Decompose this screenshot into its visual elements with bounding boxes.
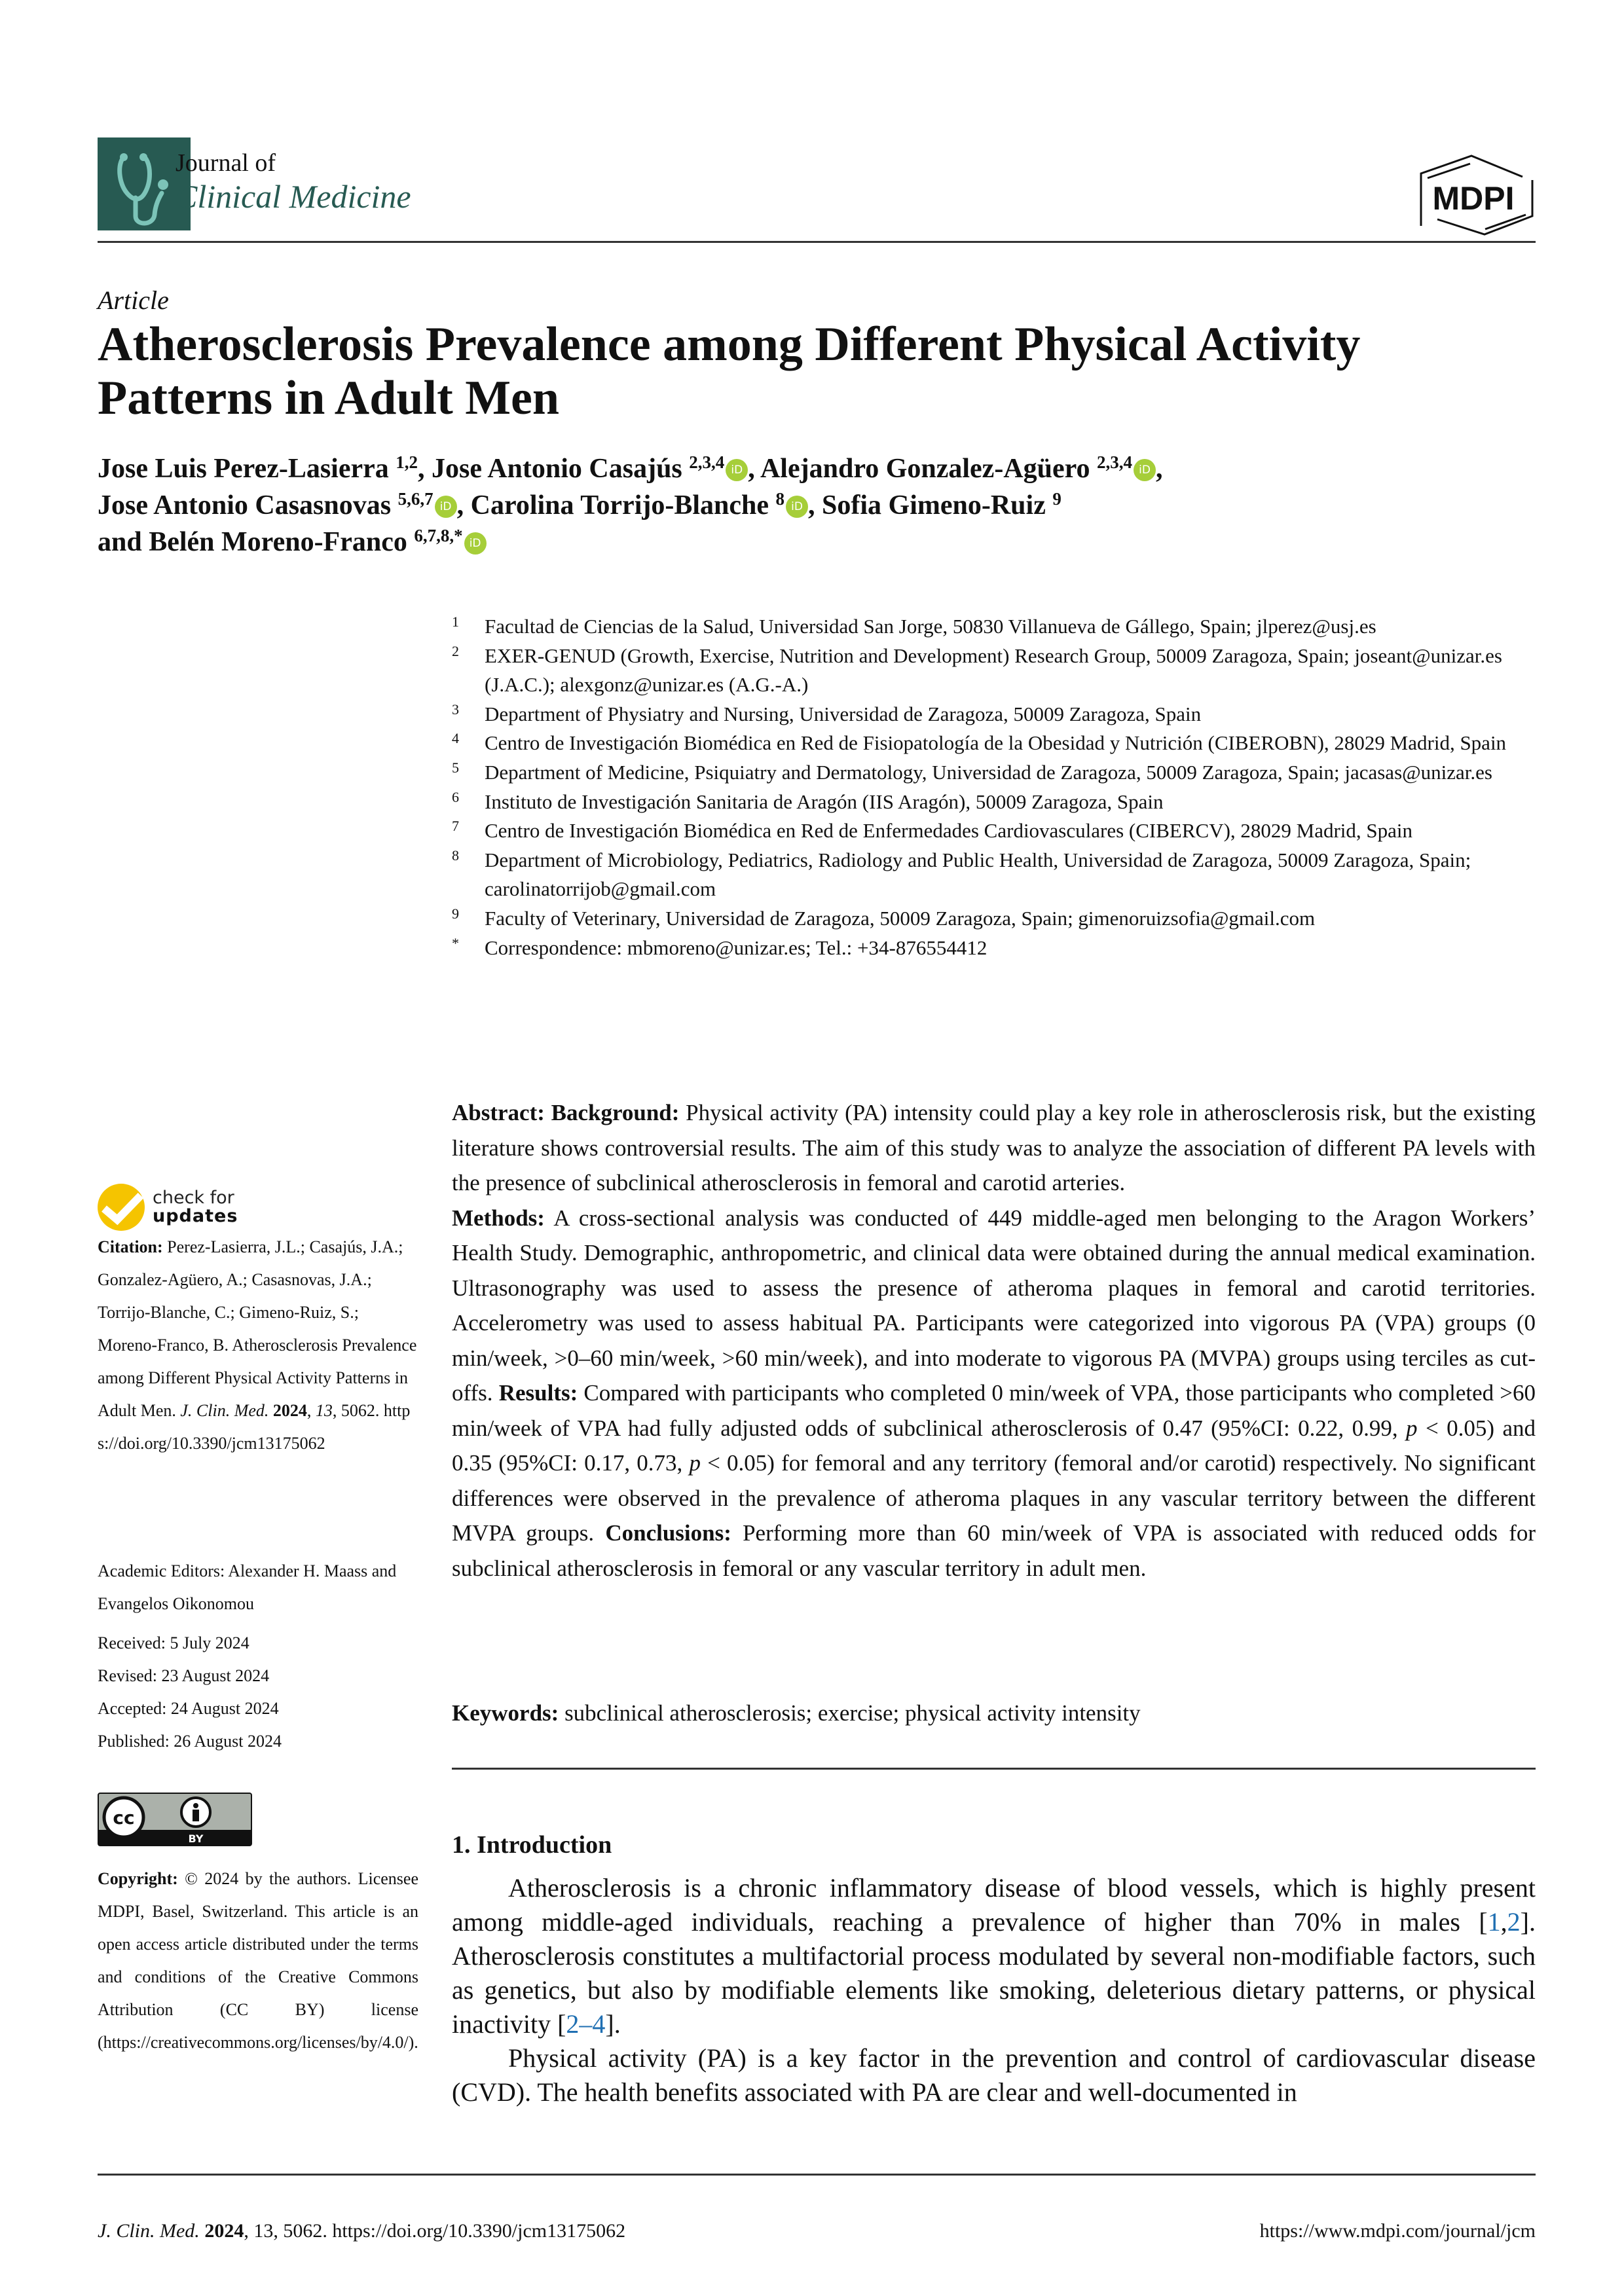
author-name: Belén Moreno-Franco bbox=[149, 527, 407, 557]
author-name: Jose Luis Perez-Lasierra bbox=[98, 454, 389, 484]
affiliation-number: 7 bbox=[452, 818, 459, 835]
abstract bbox=[452, 1095, 1536, 1586]
citation-ref-link[interactable]: 2 bbox=[1507, 1907, 1521, 1937]
affiliation-item bbox=[452, 816, 1539, 846]
affiliation-item bbox=[452, 846, 1539, 904]
citation-block: Citation: Perez-Lasierra, J.L.; Casajús, J.A.; Gonzalez-Agüero, A.; Casasnovas, J.A.; Torrijo-Blanche, C.; Gimeno-Ruiz, S.; Moreno-Franco, B. Atherosclerosis Prevalence among Different Physical Activity Patterns in Adult Men. J. Clin. Med. 2024, 13, 5062. https://doi.org/10.3390/jcm13175062 bbox=[98, 1237, 417, 1453]
paragraph-text: Atherosclerosis is a chronic inflammatory disease of blood vessels, which is highly present among middle-aged individuals, reaching a prevalence of higher than 70% in males [ bbox=[452, 1873, 1536, 1937]
author-name: Carolina Torrijo-Blanche bbox=[470, 490, 769, 520]
author-affiliation-marks: 9 bbox=[1052, 489, 1061, 509]
affiliation-number: 1 bbox=[452, 613, 459, 630]
author-affiliation-marks: 2,3,4 bbox=[1097, 452, 1133, 472]
affiliation-text: Centro de Investigación Biomédica en Red de Enfermedades Cardiovasculares (CIBERCV), 28029 Madrid, Spain bbox=[485, 819, 1413, 843]
check-updates-line1: check for bbox=[153, 1188, 234, 1208]
author-affiliation-marks: 1,2 bbox=[396, 452, 418, 472]
results-text: < 0.05) and 0.35 (95%CI: 0.17, 0.73, bbox=[452, 1415, 1536, 1476]
citation-ref-link[interactable]: 2–4 bbox=[566, 2009, 606, 2039]
author-name: Jose Antonio Casajús bbox=[432, 454, 682, 484]
author-name: Jose Antonio Casasnovas bbox=[98, 490, 392, 520]
author-affiliation-marks: 8 bbox=[775, 489, 785, 509]
paragraph: Physical activity (PA) is a key factor in the prevention and control of cardiovascular disease (CVD). The health benefits associated with PA are clear and well-documented in bbox=[452, 2043, 1536, 2107]
copyright-notice bbox=[98, 1863, 418, 2059]
affiliation-number: 2 bbox=[452, 642, 459, 659]
by-attribution-icon: BY bbox=[188, 1832, 204, 1845]
results-label: Results: bbox=[498, 1380, 578, 1406]
published-date: Published: 26 August 2024 bbox=[98, 1732, 282, 1751]
article-title: Atherosclerosis Prevalence among Different Physical Activity Patterns in Adult Men bbox=[98, 318, 1361, 425]
citation-volume: 13 bbox=[315, 1401, 333, 1420]
check-for-updates-button[interactable] bbox=[98, 1184, 238, 1231]
paragraph: Atherosclerosis is a chronic inflammatory disease of blood vessels, which is highly present among middle-aged individuals, reaching a prevalence of higher than 70% in males [1,2]. Atherosclerosis constitutes a multifactorial process modulated by several non-modifiable factors, such as genetics, but also by modifiable elements like smoking, deleterious dietary patterns, or physical inactivity [2–4]. bbox=[452, 1873, 1536, 2039]
footer-journal: J. Clin. Med. bbox=[98, 2220, 200, 2242]
keywords bbox=[452, 1696, 1536, 1730]
affiliation-number: * bbox=[452, 934, 459, 951]
check-updates-icon bbox=[98, 1184, 145, 1231]
affiliation-item bbox=[452, 642, 1539, 700]
affiliation-number: 5 bbox=[452, 759, 459, 776]
journal-name: Clinical Medicine bbox=[175, 178, 411, 215]
author-list: Jose Luis Perez-Lasierra $^{1,2}$, Jose Antonio Casajús $^{2,3,4}$ iD , Alejandro Gonzalez-Agüero $^{2,3,4}$ iD , Jose Antonio Casasnovas $^{5,6,7}$ iD , Carolina Torrijo-Blanche $^8$ iD , Sofia Gimeno-Ruiz $^9$ and Belén Moreno-Franco $^{6,7,8,*}$ iD bbox=[98, 452, 1163, 557]
mdpi-logo-text: MDPI bbox=[1432, 180, 1515, 217]
author-affiliation-marks: 6,7,8,* bbox=[414, 526, 463, 545]
results-text: Compared with participants who completed 0 min/week of VPA, those participants who completed >60 min/week of VPA had fully adjusted odds of subclinical atherosclerosis of 0.47 (95%CI: 0.22, 0.99, bbox=[452, 1380, 1536, 1441]
cc-icon: cc bbox=[113, 1807, 135, 1829]
affiliation-number: 8 bbox=[452, 847, 459, 864]
results-text: < 0.05) for femoral and any territory (femoral and/or carotid) respectively. No significant differences were observed in the prevalence of atheroma plaques in any vascular territory between the different MVPA groups. bbox=[452, 1450, 1536, 1546]
journal-of-label: Journal of bbox=[175, 149, 276, 177]
publication-dates bbox=[98, 1627, 418, 1758]
affiliation-item bbox=[452, 788, 1539, 817]
p-value-symbol: p bbox=[689, 1450, 701, 1476]
affiliation-text: Department of Physiatry and Nursing, Universidad de Zaragoza, 50009 Zaragoza, Spain bbox=[485, 702, 1202, 725]
affiliation-number: 6 bbox=[452, 788, 459, 805]
affiliation-item bbox=[452, 904, 1539, 934]
keywords-label: Keywords: bbox=[452, 1700, 559, 1726]
citation-doi-link[interactable]: https://doi.org/10.3390/jcm13175062 bbox=[98, 1401, 411, 1453]
affiliation-item bbox=[452, 612, 1539, 642]
affiliation-number: 9 bbox=[452, 905, 459, 922]
copyright-text: © 2024 by the authors. Licensee MDPI, Basel, Switzerland. This article is an open access article distributed under the terms and conditions of the Creative Commons Attribution (CC BY) license (https://creativecommons.org/licenses/by/4.0/). bbox=[98, 1869, 419, 2052]
received-date: Received: 5 July 2024 bbox=[98, 1633, 249, 1652]
affiliation-text: Department of Medicine, Psiquiatry and Dermatology, Universidad de Zaragoza, 50009 Zaragoza, Spain; jacasas@unizar.es bbox=[485, 760, 1492, 784]
methods-text: A cross-sectional analysis was conducted of 449 middle-aged men belonging to the Aragon Workers’ Health Study. Demographic, anthropometric, and clinical data were obtained during the annual medical examination. Ultrasonography was used to assess the presence of atheroma plaques in femoral and carotid territories. Accelerometry was used to assess habitual PA. Participants were categorized into vigorous PA (VPA) groups (0 min/week, >0–60 min/week, >60 min/week), and into moderate to vigorous PA (MVPA) groups using terciles as cut-offs. bbox=[452, 1205, 1536, 1406]
cc-by-license-badge[interactable] bbox=[98, 1793, 252, 1846]
background-text: Physical activity (PA) intensity could play a key role in atherosclerosis risk, but the existing literature shows controversial results. The aim of this study was to analyze the association of different PA levels with the presence of subclinical atherosclerosis in femoral and carotid arteries. bbox=[452, 1100, 1536, 1195]
p-value-symbol: p bbox=[1406, 1415, 1418, 1441]
citation-ref-link[interactable]: 1 bbox=[1487, 1907, 1501, 1937]
introduction-body bbox=[452, 1871, 1536, 2109]
abstract-divider bbox=[452, 1768, 1536, 1770]
author-name: Alejandro Gonzalez-Agüero bbox=[760, 454, 1090, 484]
paragraph-text: ]. Atherosclerosis constitutes a multifactorial process modulated by several non-modifiable factors, such as genetics, but also by modifiable elements like smoking, deleterious dietary patterns, or physical inactivity [ bbox=[452, 1907, 1536, 2039]
author-affiliation-marks: 5,6,7 bbox=[397, 489, 434, 509]
footer-citation bbox=[98, 2220, 625, 2242]
affiliation-number: 4 bbox=[452, 730, 459, 747]
conclusions-text: Performing more than 60 min/week of VPA is associated with reduced odds for subclinical atherosclerosis in femoral or any vascular territory in adult men. bbox=[452, 1520, 1536, 1581]
author-name: Sofia Gimeno-Ruiz bbox=[822, 490, 1046, 520]
author-affiliation-marks: 2,3,4 bbox=[689, 452, 725, 472]
affiliation-number: 3 bbox=[452, 701, 459, 718]
mdpi-logo bbox=[1408, 151, 1539, 236]
citation-year: 2024 bbox=[272, 1401, 307, 1420]
citation-journal: J. Clin. Med. bbox=[180, 1401, 269, 1420]
footer-doi[interactable]: , 13, 5062. https://doi.org/10.3390/jcm13175062 bbox=[244, 2220, 626, 2242]
copyright-label: Copyright: bbox=[98, 1869, 178, 1888]
affiliation-text: Faculty of Veterinary, Universidad de Zaragoza, 50009 Zaragoza, Spain; gimenoruizsofia@gmail.com bbox=[485, 906, 1316, 930]
check-updates-line2: updates bbox=[153, 1206, 238, 1226]
footer-journal-url[interactable]: https://www.mdpi.com/journal/jcm bbox=[1259, 2220, 1536, 2242]
affiliation-text: Department of Microbiology, Pediatrics, Radiology and Public Health, Universidad de Zaragoza, 50009 Zaragoza, Spain; carolinatorrijob@gmail.com bbox=[485, 848, 1471, 901]
affiliation-text: Instituto de Investigación Sanitaria de Aragón (IIS Aragón), 50009 Zaragoza, Spain bbox=[485, 790, 1164, 813]
academic-editors: Academic Editors: Alexander H. Maass and Evangelos Oikonomou bbox=[98, 1561, 397, 1613]
citation-label: Citation: bbox=[98, 1237, 163, 1256]
correspondence-item bbox=[452, 934, 1539, 963]
orcid-icon[interactable]: iD bbox=[1134, 459, 1156, 481]
author-joiner: and bbox=[98, 527, 142, 557]
conclusions-label: Conclusions: bbox=[605, 1520, 731, 1546]
affiliation-text: EXER-GENUD (Growth, Exercise, Nutrition and Development) Research Group, 50009 Zaragoza, Spain; joseant@unizar.es (J.A.C.); alexgonz@unizar.es (A.G.-A.) bbox=[485, 644, 1502, 697]
revised-date: Revised: 23 August 2024 bbox=[98, 1666, 270, 1685]
citation-article-number: 5062. bbox=[341, 1401, 380, 1420]
keywords-text: subclinical atherosclerosis; exercise; physical activity intensity bbox=[564, 1700, 1141, 1726]
affiliation-item bbox=[452, 729, 1539, 758]
abstract-label: Abstract: bbox=[452, 1100, 545, 1125]
citation-text: Perez-Lasierra, J.L.; Casajús, J.A.; Gonzalez-Agüero, A.; Casasnovas, J.A.; Torrijo-Blanche, C.; Gimeno-Ruiz, S.; Moreno-Franco, B. Atherosclerosis Prevalence among Different Physical Activity Patterns in Adult Men. bbox=[98, 1237, 417, 1420]
accepted-date: Accepted: 24 August 2024 bbox=[98, 1699, 279, 1718]
methods-label: Methods: bbox=[452, 1205, 545, 1231]
paragraph-text: ]. bbox=[605, 2009, 621, 2039]
affiliation-item bbox=[452, 700, 1539, 729]
affiliation-text: Centro de Investigación Biomédica en Red de Fisiopatología de la Obesidad y Nutrición (CIBEROBN), 28029 Madrid, Spain bbox=[485, 731, 1507, 755]
orcid-icon[interactable]: iD bbox=[786, 496, 808, 518]
background-label: Background: bbox=[551, 1100, 680, 1125]
article-type: Article bbox=[98, 285, 169, 315]
footer-divider bbox=[98, 2174, 1536, 2176]
affiliation-text: Facultad de Ciencias de la Salud, Universidad San Jorge, 50830 Villanueva de Gállego, Spain; jlperez@usj.es bbox=[485, 615, 1376, 638]
section-heading-introduction: 1. Introduction bbox=[452, 1831, 612, 1859]
orcid-icon[interactable]: iD bbox=[726, 459, 748, 481]
orcid-icon[interactable]: iD bbox=[435, 496, 457, 518]
header-divider bbox=[98, 241, 1536, 243]
affiliation-list bbox=[452, 612, 1539, 962]
orcid-icon[interactable]: iD bbox=[464, 532, 487, 555]
footer-year: 2024 bbox=[204, 2220, 244, 2242]
affiliation-item bbox=[452, 758, 1539, 788]
correspondence-text: Correspondence: mbmoreno@unizar.es; Tel.: +34-876554412 bbox=[485, 936, 987, 959]
